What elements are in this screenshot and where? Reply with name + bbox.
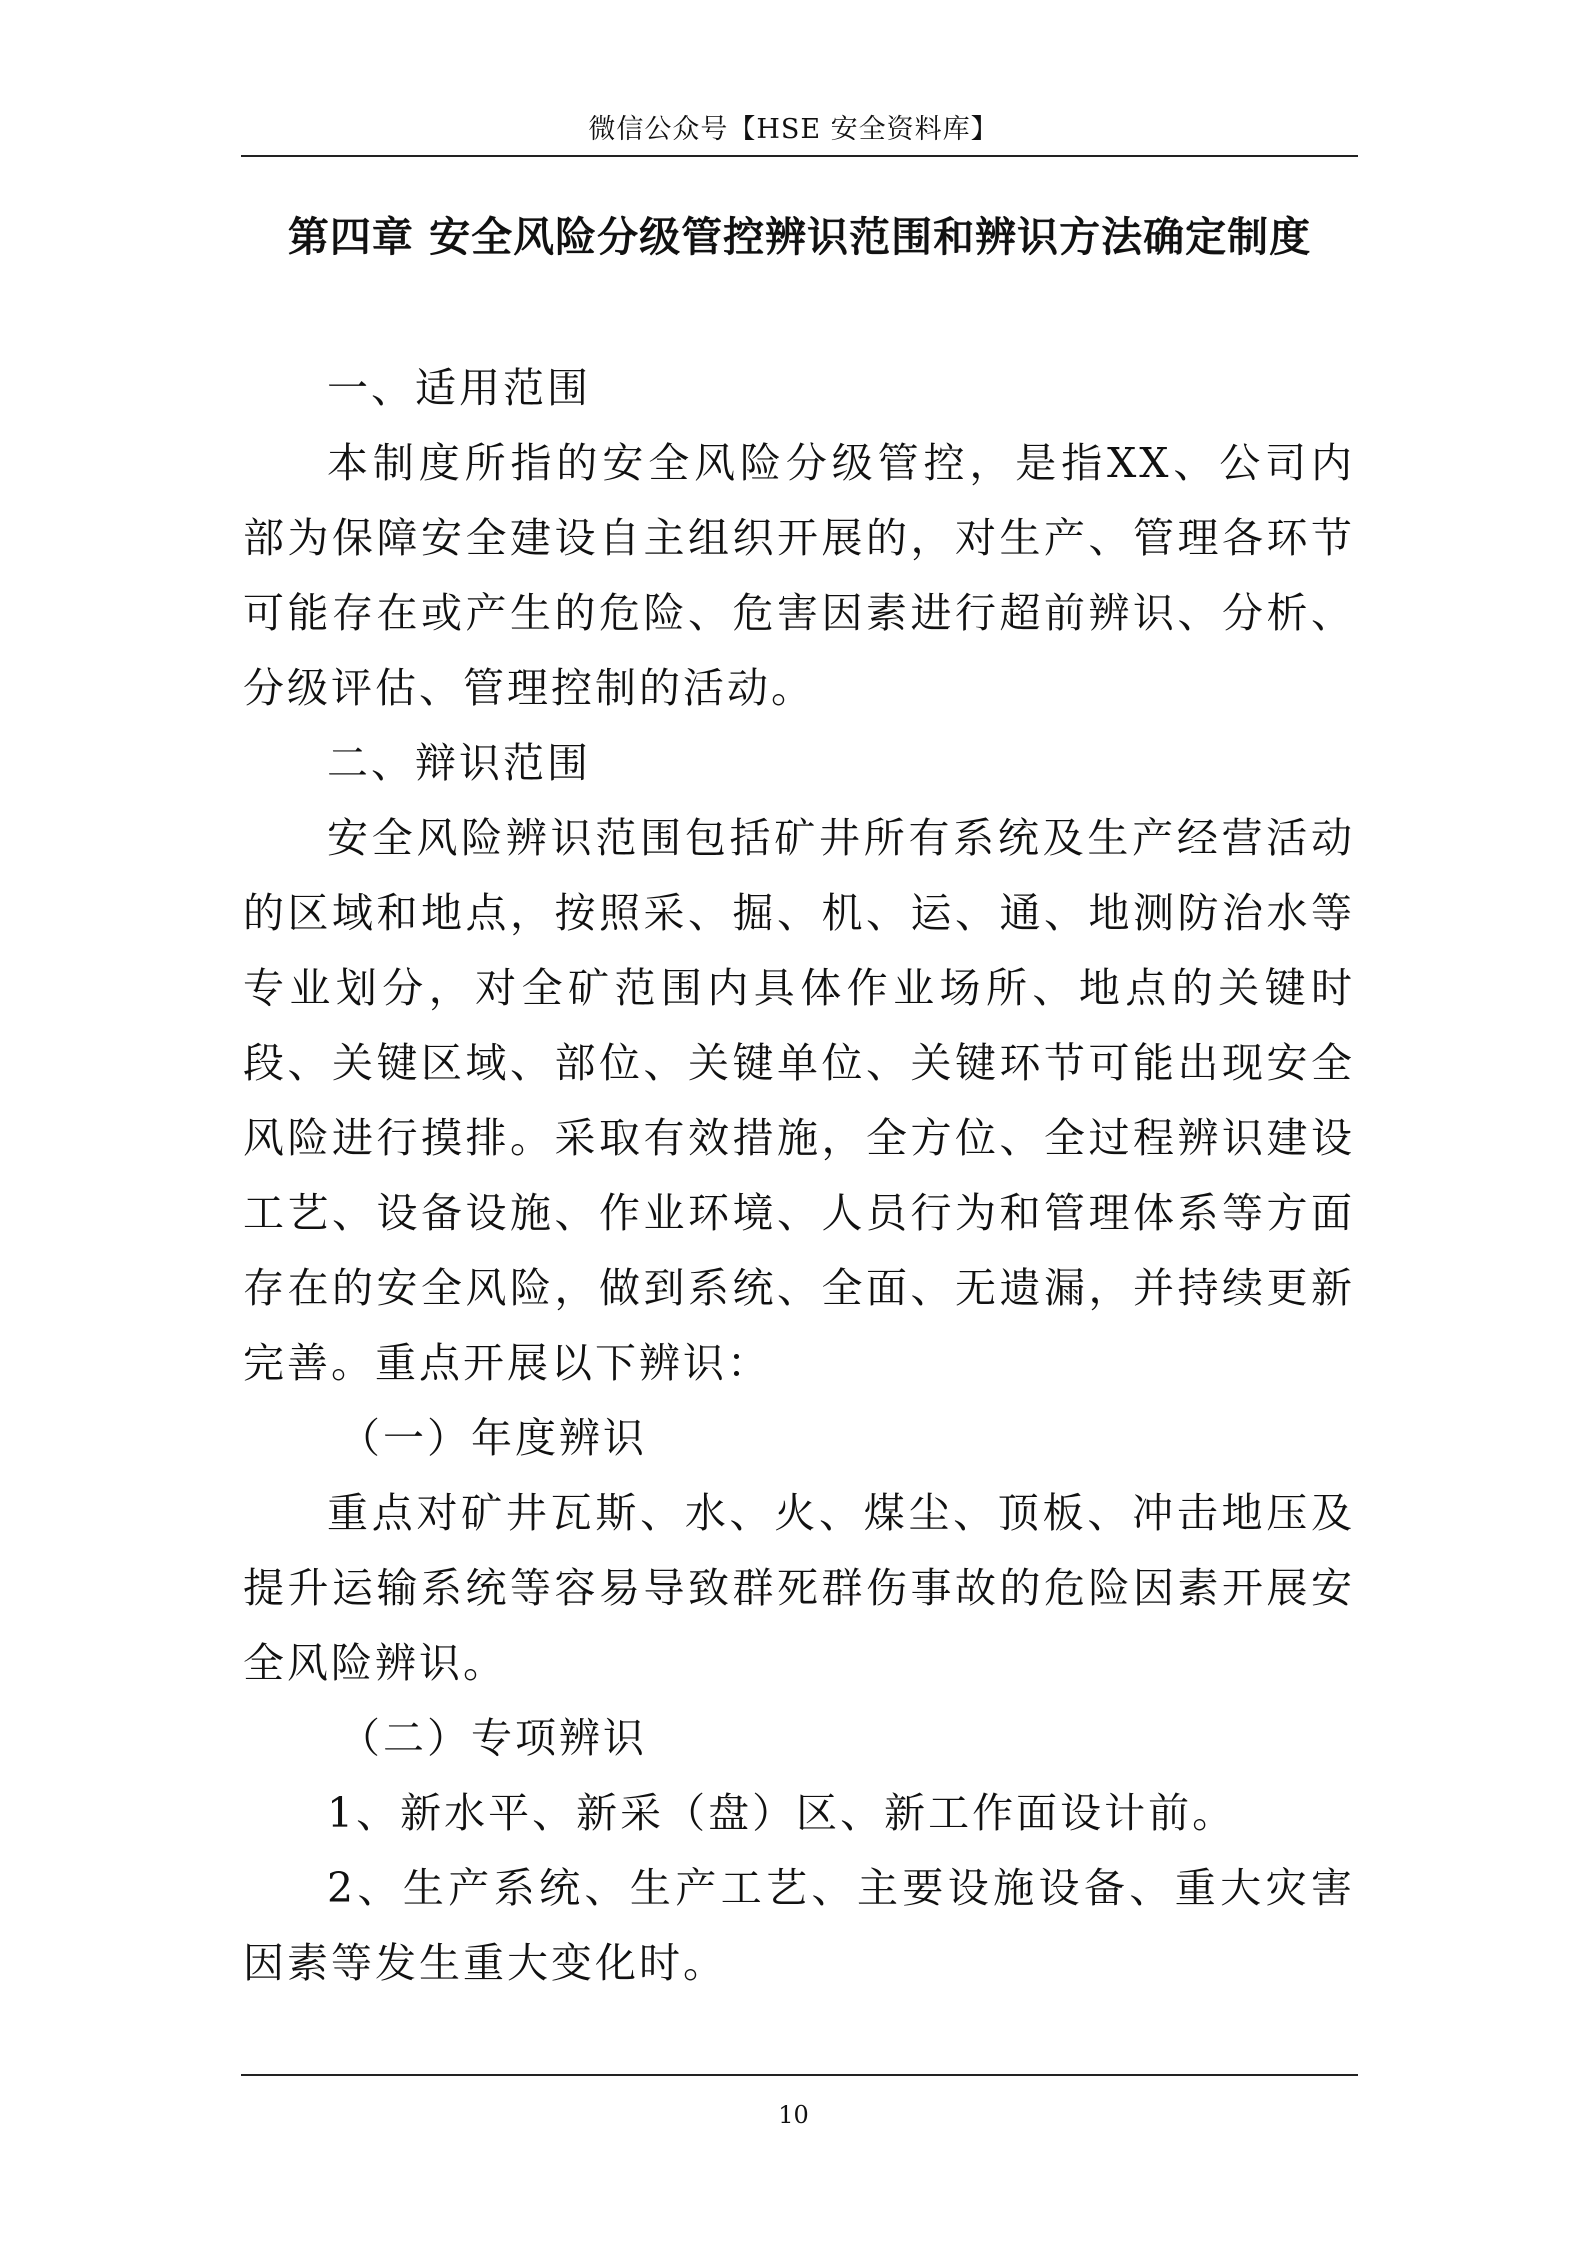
body-paragraph: 安全风险辨识范围包括矿井所有系统及生产经营活动的区域和地点，按照采、掘、机、运、通、地测防治水等专业划分，对全矿范围内具体作业场所、地点的关键时段、关键区域、部位、关键单位、关键环节可能出现安全风险进行摸排。采取有效措施，全方位、全过程辨识建设工艺、设备设施、作业环境、人员行为和管理体系等方面存在的安全风险，做到系统、全面、无遗漏，并持续更新完善。重点开展以下辨识： (243, 814, 1355, 1387)
page-number: 10 (778, 2101, 809, 2129)
header-divider (241, 155, 1358, 157)
body-paragraph: 本制度所指的安全风险分级管控，是指XX、公司内部为保障安全建设自主组织开展的，对生产、管理各环节可能存在或产生的危险、危害因素进行超前辨识、分析、分级评估、管理控制的活动。 (243, 439, 1355, 712)
subsection-heading-special: （二）专项辨识 (339, 1714, 647, 1762)
subsection-heading-annual: （一）年度辨识 (339, 1414, 647, 1462)
list-item: 1、新水平、新采（盘）区、新工作面设计前。 (327, 1789, 1237, 1837)
body-paragraph: 重点对矿井瓦斯、水、火、煤尘、顶板、冲击地压及提升运输系统等容易导致群死群伤事故的危险因素开展安全风险辨识。 (243, 1489, 1355, 1687)
footer-divider (241, 2074, 1358, 2076)
section-heading-identification-scope: 二、辩识范围 (327, 739, 591, 787)
section-heading-scope: 一、适用范围 (327, 364, 591, 412)
list-item: 2、生产系统、生产工艺、主要设施设备、重大灾害因素等发生重大变化时。 (243, 1864, 1355, 1987)
chapter-title: 第四章 安全风险分级管控辨识范围和辨识方法确定制度 (287, 213, 1312, 261)
running-header: 微信公众号【HSE 安全资料库】 (588, 114, 999, 145)
document-body (243, 351, 1355, 2001)
